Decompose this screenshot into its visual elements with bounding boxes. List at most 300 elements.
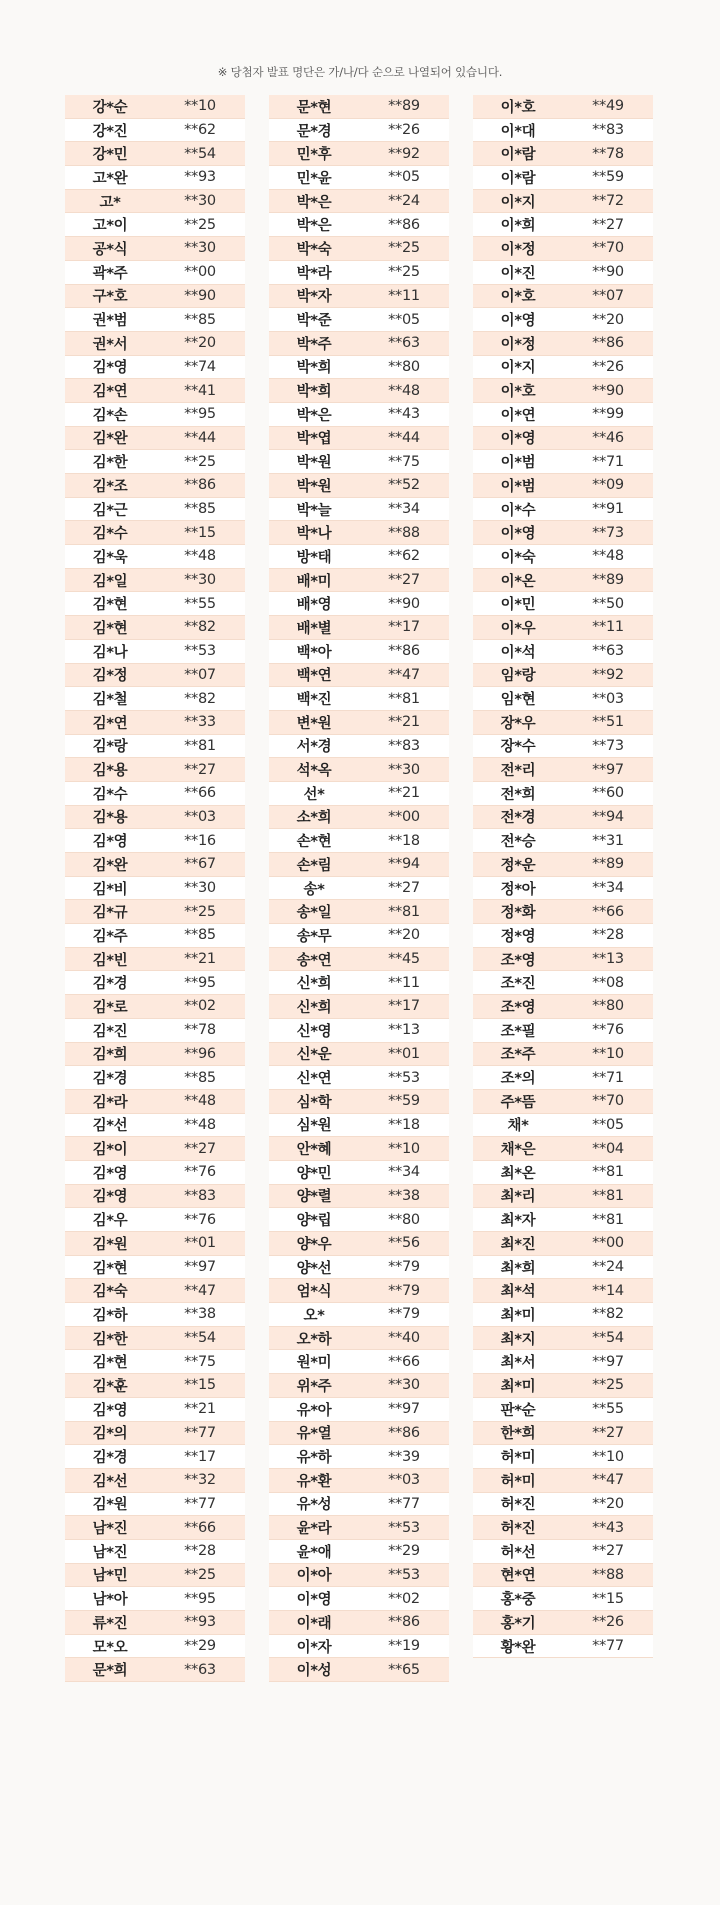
winner-phone-suffix: **76 xyxy=(592,1022,624,1039)
winner-phone-suffix: **53 xyxy=(388,1519,420,1536)
winner-phone-suffix: **44 xyxy=(388,429,420,446)
winner-phone-suffix: **92 xyxy=(592,666,624,683)
winner-row xyxy=(65,948,245,972)
winner-phone-suffix: **53 xyxy=(388,1566,420,1583)
winner-row xyxy=(65,900,245,924)
winner-row xyxy=(269,640,449,664)
winner-name: 김*영 xyxy=(92,360,128,377)
winner-row xyxy=(473,1635,653,1659)
winner-phone-suffix: **02 xyxy=(184,998,216,1015)
winner-row xyxy=(269,190,449,214)
winner-name: 임*랑 xyxy=(500,668,536,685)
winner-phone-suffix: **54 xyxy=(184,1330,216,1347)
winner-phone-suffix: **25 xyxy=(184,903,216,920)
winner-phone-suffix: **20 xyxy=(388,927,420,944)
winner-row xyxy=(65,356,245,380)
winner-phone-suffix: **15 xyxy=(184,1377,216,1394)
winner-row xyxy=(65,1587,245,1611)
winner-row xyxy=(65,995,245,1019)
winner-row xyxy=(269,1587,449,1611)
winner-phone-suffix: **62 xyxy=(388,548,420,565)
winner-name: 이*우 xyxy=(500,620,536,637)
winner-row xyxy=(269,1422,449,1446)
winner-name: 김*연 xyxy=(92,384,128,401)
winner-row xyxy=(269,995,449,1019)
winner-name: 백*연 xyxy=(296,668,332,685)
winner-row xyxy=(473,166,653,190)
winner-name: 김*영 xyxy=(92,1402,128,1419)
winner-phone-suffix: **97 xyxy=(592,1353,624,1370)
winner-name: 박*늘 xyxy=(296,502,332,519)
winner-phone-suffix: **82 xyxy=(184,619,216,636)
winner-name: 김*영 xyxy=(92,1189,128,1206)
winner-name: 이*범 xyxy=(500,478,536,495)
winner-phone-suffix: **24 xyxy=(592,1259,624,1276)
winner-row xyxy=(473,1540,653,1564)
winner-row xyxy=(269,1279,449,1303)
winner-phone-suffix: **63 xyxy=(388,335,420,352)
winner-phone-suffix: **32 xyxy=(184,1472,216,1489)
winner-phone-suffix: **27 xyxy=(184,761,216,778)
winner-phone-suffix: **20 xyxy=(592,311,624,328)
winner-name: 최*진 xyxy=(500,1236,536,1253)
winner-name: 백*진 xyxy=(296,692,332,709)
winner-row xyxy=(473,1303,653,1327)
winner-phone-suffix: **79 xyxy=(388,1306,420,1323)
winner-row xyxy=(65,1564,245,1588)
winner-phone-suffix: **10 xyxy=(184,98,216,115)
winner-row xyxy=(269,1540,449,1564)
winner-row xyxy=(473,521,653,545)
winner-row xyxy=(65,971,245,995)
winner-phone-suffix: **00 xyxy=(184,264,216,281)
winner-phone-suffix: **71 xyxy=(592,453,624,470)
winner-phone-suffix: **34 xyxy=(388,501,420,518)
winner-name: 심*원 xyxy=(296,1118,332,1135)
winner-phone-suffix: **75 xyxy=(388,453,420,470)
winner-name: 이*람 xyxy=(500,170,536,187)
winner-row xyxy=(269,569,449,593)
winner-name: 류*진 xyxy=(92,1615,128,1632)
winner-name: 임*현 xyxy=(500,692,536,709)
winner-row xyxy=(269,758,449,782)
winner-phone-suffix: **10 xyxy=(388,1140,420,1157)
winner-phone-suffix: **47 xyxy=(592,1472,624,1489)
winner-phone-suffix: **81 xyxy=(184,737,216,754)
winner-name: 박*은 xyxy=(296,407,332,424)
winner-name: 권*서 xyxy=(92,336,128,353)
winner-name: 김*수 xyxy=(92,526,128,543)
winner-name: 선* xyxy=(303,786,325,803)
winner-phone-suffix: **63 xyxy=(592,643,624,660)
winner-phone-suffix: **18 xyxy=(388,832,420,849)
winner-name: 방*태 xyxy=(296,549,332,566)
winner-name: 김*현 xyxy=(92,597,128,614)
winner-name: 이*영 xyxy=(296,1592,332,1609)
winner-row xyxy=(473,1587,653,1611)
winner-row xyxy=(269,806,449,830)
winner-row xyxy=(473,971,653,995)
winner-phone-suffix: **29 xyxy=(184,1638,216,1655)
winner-name: 허*미 xyxy=(500,1450,536,1467)
winner-phone-suffix: **13 xyxy=(592,951,624,968)
winner-name: 송*연 xyxy=(296,952,332,969)
winner-row xyxy=(473,1208,653,1232)
winner-row xyxy=(65,1469,245,1493)
winner-row xyxy=(473,995,653,1019)
winner-row xyxy=(65,877,245,901)
winner-name: 김*완 xyxy=(92,857,128,874)
winner-phone-suffix: **16 xyxy=(184,832,216,849)
winner-name: 곽*주 xyxy=(92,265,128,282)
winner-phone-suffix: **04 xyxy=(592,1140,624,1157)
winner-name: 김*라 xyxy=(92,1094,128,1111)
winner-row xyxy=(65,450,245,474)
winner-row xyxy=(473,450,653,474)
winner-phone-suffix: **89 xyxy=(388,98,420,115)
winner-phone-suffix: **28 xyxy=(592,927,624,944)
winner-phone-suffix: **29 xyxy=(388,1543,420,1560)
winner-name: 정*화 xyxy=(500,905,536,922)
winner-phone-suffix: **30 xyxy=(184,240,216,257)
winner-row xyxy=(269,1043,449,1067)
winner-phone-suffix: **17 xyxy=(388,619,420,636)
winner-phone-suffix: **78 xyxy=(592,145,624,162)
winner-name: 소*희 xyxy=(296,810,332,827)
winner-name: 김*완 xyxy=(92,431,128,448)
winner-name: 김*현 xyxy=(92,620,128,637)
winner-phone-suffix: **48 xyxy=(388,382,420,399)
winner-name: 박*엽 xyxy=(296,431,332,448)
winner-row xyxy=(473,758,653,782)
winner-name: 백*아 xyxy=(296,644,332,661)
winner-list xyxy=(65,95,653,1682)
winner-name: 조*필 xyxy=(500,1023,536,1040)
winner-phone-suffix: **80 xyxy=(388,358,420,375)
winner-name: 김*나 xyxy=(92,644,128,661)
winner-phone-suffix: **25 xyxy=(184,453,216,470)
winner-name: 이*온 xyxy=(500,573,536,590)
winner-phone-suffix: **66 xyxy=(388,1353,420,1370)
winner-row xyxy=(269,971,449,995)
winner-row xyxy=(473,190,653,214)
winner-row xyxy=(269,924,449,948)
winner-name: 고*완 xyxy=(92,170,128,187)
winner-phone-suffix: **83 xyxy=(184,1187,216,1204)
winner-phone-suffix: **00 xyxy=(592,1235,624,1252)
winner-name: 유*성 xyxy=(296,1497,332,1514)
winner-row xyxy=(473,924,653,948)
winner-name: 박*은 xyxy=(296,194,332,211)
winner-phone-suffix: **66 xyxy=(184,785,216,802)
winner-name: 엄*식 xyxy=(296,1284,332,1301)
winner-row xyxy=(269,1137,449,1161)
winner-row xyxy=(65,924,245,948)
winner-name: 김*현 xyxy=(92,1355,128,1372)
winner-row xyxy=(473,664,653,688)
winner-phone-suffix: **48 xyxy=(184,1093,216,1110)
winner-name: 손*림 xyxy=(296,857,332,874)
winner-row xyxy=(65,1019,245,1043)
winner-name: 신*희 xyxy=(296,999,332,1016)
winner-name: 김*하 xyxy=(92,1307,128,1324)
winner-phone-suffix: **03 xyxy=(388,1472,420,1489)
winner-phone-suffix: **17 xyxy=(184,1448,216,1465)
winner-phone-suffix: **89 xyxy=(592,572,624,589)
winner-row xyxy=(269,592,449,616)
winner-phone-suffix: **39 xyxy=(388,1448,420,1465)
winner-row xyxy=(269,616,449,640)
winner-row xyxy=(65,806,245,830)
winner-name: 고* xyxy=(99,194,121,211)
winner-phone-suffix: **01 xyxy=(184,1235,216,1252)
winner-row xyxy=(269,948,449,972)
winner-row xyxy=(65,308,245,332)
winner-name: 이*호 xyxy=(500,384,536,401)
winner-name: 양*우 xyxy=(296,1236,332,1253)
winner-row xyxy=(65,1232,245,1256)
winner-phone-suffix: **73 xyxy=(592,737,624,754)
winner-row xyxy=(269,213,449,237)
winner-name: 전*승 xyxy=(500,834,536,851)
winner-row xyxy=(473,592,653,616)
winner-row xyxy=(269,711,449,735)
winner-name: 신*영 xyxy=(296,1023,332,1040)
winner-row xyxy=(269,1327,449,1351)
winner-phone-suffix: **72 xyxy=(592,193,624,210)
winner-name: 유*열 xyxy=(296,1426,332,1443)
winner-row xyxy=(269,356,449,380)
winner-row xyxy=(269,1493,449,1517)
winner-name: 이*래 xyxy=(296,1615,332,1632)
winner-row xyxy=(65,829,245,853)
winner-name: 오* xyxy=(303,1307,325,1324)
winner-row xyxy=(269,1350,449,1374)
winner-phone-suffix: **41 xyxy=(184,382,216,399)
winner-phone-suffix: **27 xyxy=(592,216,624,233)
winner-name: 홍*기 xyxy=(500,1615,536,1632)
winner-row xyxy=(473,735,653,759)
winner-row xyxy=(269,1374,449,1398)
winner-name: 이*민 xyxy=(500,597,536,614)
winner-row xyxy=(269,1635,449,1659)
winner-phone-suffix: **25 xyxy=(184,1566,216,1583)
winner-phone-suffix: **28 xyxy=(184,1543,216,1560)
winner-row xyxy=(269,379,449,403)
winner-name: 이*진 xyxy=(500,265,536,282)
winner-name: 최*희 xyxy=(500,1260,536,1277)
winner-row xyxy=(473,900,653,924)
winner-phone-suffix: **07 xyxy=(592,287,624,304)
winner-name: 최*석 xyxy=(500,1284,536,1301)
winner-phone-suffix: **96 xyxy=(184,1045,216,1062)
winner-phone-suffix: **30 xyxy=(184,193,216,210)
winner-row xyxy=(65,735,245,759)
winner-row xyxy=(65,403,245,427)
winner-phone-suffix: **90 xyxy=(592,382,624,399)
winner-phone-suffix: **81 xyxy=(388,903,420,920)
winner-name: 조*영 xyxy=(500,952,536,969)
winner-row xyxy=(65,237,245,261)
winner-row xyxy=(269,1185,449,1209)
winner-name: 채*은 xyxy=(500,1142,536,1159)
winner-name: 이*수 xyxy=(500,502,536,519)
winner-row xyxy=(65,1398,245,1422)
winner-phone-suffix: **59 xyxy=(592,169,624,186)
winner-name: 김*한 xyxy=(92,455,128,472)
winner-name: 김*용 xyxy=(92,810,128,827)
winner-name: 김*이 xyxy=(92,1142,128,1159)
winner-row xyxy=(473,948,653,972)
winner-name: 박*라 xyxy=(296,265,332,282)
winner-row xyxy=(269,332,449,356)
winner-name: 최*서 xyxy=(500,1355,536,1372)
winner-row xyxy=(65,1279,245,1303)
winner-name: 이*호 xyxy=(500,99,536,116)
winner-name: 배*미 xyxy=(296,573,332,590)
winner-phone-suffix: **70 xyxy=(592,1093,624,1110)
winner-name: 김*로 xyxy=(92,999,128,1016)
winner-row xyxy=(473,640,653,664)
winner-name: 이*영 xyxy=(500,526,536,543)
winner-name: 이*아 xyxy=(296,1568,332,1585)
winner-row xyxy=(65,1422,245,1446)
winner-name: 김*주 xyxy=(92,928,128,945)
winner-name: 양*민 xyxy=(296,1165,332,1182)
winner-name: 남*민 xyxy=(92,1568,128,1585)
winner-row xyxy=(65,1256,245,1280)
winner-row xyxy=(473,1185,653,1209)
winner-phone-suffix: **15 xyxy=(184,524,216,541)
winner-phone-suffix: **97 xyxy=(592,761,624,778)
winner-phone-suffix: **83 xyxy=(388,737,420,754)
winner-name: 김*원 xyxy=(92,1236,128,1253)
winner-row xyxy=(473,1043,653,1067)
winner-name: 김*용 xyxy=(92,763,128,780)
winner-row xyxy=(269,687,449,711)
winner-name: 이*영 xyxy=(500,313,536,330)
winner-row xyxy=(65,1043,245,1067)
winner-phone-suffix: **30 xyxy=(388,761,420,778)
winner-name: 이*숙 xyxy=(500,549,536,566)
winner-phone-suffix: **50 xyxy=(592,595,624,612)
winner-row xyxy=(473,119,653,143)
winner-row xyxy=(269,1303,449,1327)
winner-phone-suffix: **71 xyxy=(592,1069,624,1086)
winner-name: 이*지 xyxy=(500,194,536,211)
winner-row xyxy=(65,261,245,285)
winner-phone-suffix: **94 xyxy=(388,856,420,873)
winner-phone-suffix: **43 xyxy=(592,1519,624,1536)
winner-name: 김*훈 xyxy=(92,1378,128,1395)
winner-name: 김*진 xyxy=(92,1023,128,1040)
winner-name: 송*일 xyxy=(296,905,332,922)
winner-row xyxy=(269,474,449,498)
winner-name: 위*주 xyxy=(296,1378,332,1395)
winner-row xyxy=(269,1208,449,1232)
winner-row xyxy=(269,142,449,166)
winner-phone-suffix: **20 xyxy=(184,335,216,352)
winner-phone-suffix: **48 xyxy=(184,548,216,565)
winner-name: 박*은 xyxy=(296,218,332,235)
winner-phone-suffix: **77 xyxy=(592,1638,624,1655)
winner-row xyxy=(473,261,653,285)
winner-phone-suffix: **11 xyxy=(388,974,420,991)
winner-row xyxy=(473,853,653,877)
winner-row xyxy=(65,1611,245,1635)
winner-phone-suffix: **66 xyxy=(592,903,624,920)
winner-phone-suffix: **26 xyxy=(592,358,624,375)
winner-phone-suffix: **00 xyxy=(388,808,420,825)
winner-name: 김*일 xyxy=(92,573,128,590)
winner-row xyxy=(65,332,245,356)
winner-phone-suffix: **07 xyxy=(184,666,216,683)
winner-phone-suffix: **54 xyxy=(592,1330,624,1347)
winner-name: 황*완 xyxy=(500,1639,536,1656)
winner-row xyxy=(65,1114,245,1138)
winner-phone-suffix: **24 xyxy=(388,193,420,210)
winner-phone-suffix: **77 xyxy=(184,1495,216,1512)
winner-phone-suffix: **44 xyxy=(184,429,216,446)
winner-row xyxy=(65,1066,245,1090)
winner-phone-suffix: **47 xyxy=(388,666,420,683)
winner-row xyxy=(65,782,245,806)
winner-name: 양*선 xyxy=(296,1260,332,1277)
winner-phone-suffix: **31 xyxy=(592,832,624,849)
winner-name: 이*정 xyxy=(500,241,536,258)
winner-phone-suffix: **19 xyxy=(388,1638,420,1655)
winner-row xyxy=(473,806,653,830)
winner-name: 서*경 xyxy=(296,739,332,756)
winner-phone-suffix: **85 xyxy=(184,927,216,944)
winner-name: 최*자 xyxy=(500,1213,536,1230)
winner-row xyxy=(473,687,653,711)
winner-name: 김*경 xyxy=(92,976,128,993)
winner-name: 박*주 xyxy=(296,336,332,353)
winner-column-2 xyxy=(269,95,449,1682)
winner-name: 김*선 xyxy=(92,1118,128,1135)
winner-name: 정*운 xyxy=(500,857,536,874)
winner-name: 문*희 xyxy=(92,1663,128,1680)
winner-phone-suffix: **80 xyxy=(388,1211,420,1228)
winner-phone-suffix: **86 xyxy=(388,1614,420,1631)
winner-name: 강*진 xyxy=(92,123,128,140)
winner-name: 유*아 xyxy=(296,1402,332,1419)
winner-name: 이*지 xyxy=(500,360,536,377)
winner-row xyxy=(473,1564,653,1588)
winner-name: 양*렬 xyxy=(296,1189,332,1206)
winner-name: 양*립 xyxy=(296,1213,332,1230)
winner-phone-suffix: **09 xyxy=(592,477,624,494)
winner-row xyxy=(473,1422,653,1446)
winner-name: 전*경 xyxy=(500,810,536,827)
winner-name: 허*진 xyxy=(500,1521,536,1538)
winner-phone-suffix: **27 xyxy=(592,1424,624,1441)
winner-row xyxy=(473,829,653,853)
winner-name: 배*영 xyxy=(296,597,332,614)
winner-name: 신*희 xyxy=(296,976,332,993)
winner-row xyxy=(65,758,245,782)
winner-row xyxy=(269,308,449,332)
winner-name: 최*미 xyxy=(500,1378,536,1395)
winner-name: 김*조 xyxy=(92,478,128,495)
winner-phone-suffix: **81 xyxy=(592,1187,624,1204)
winner-phone-suffix: **40 xyxy=(388,1330,420,1347)
winner-row xyxy=(269,285,449,309)
winner-name: 허*선 xyxy=(500,1544,536,1561)
winner-phone-suffix: **78 xyxy=(184,1022,216,1039)
winner-phone-suffix: **46 xyxy=(592,429,624,446)
